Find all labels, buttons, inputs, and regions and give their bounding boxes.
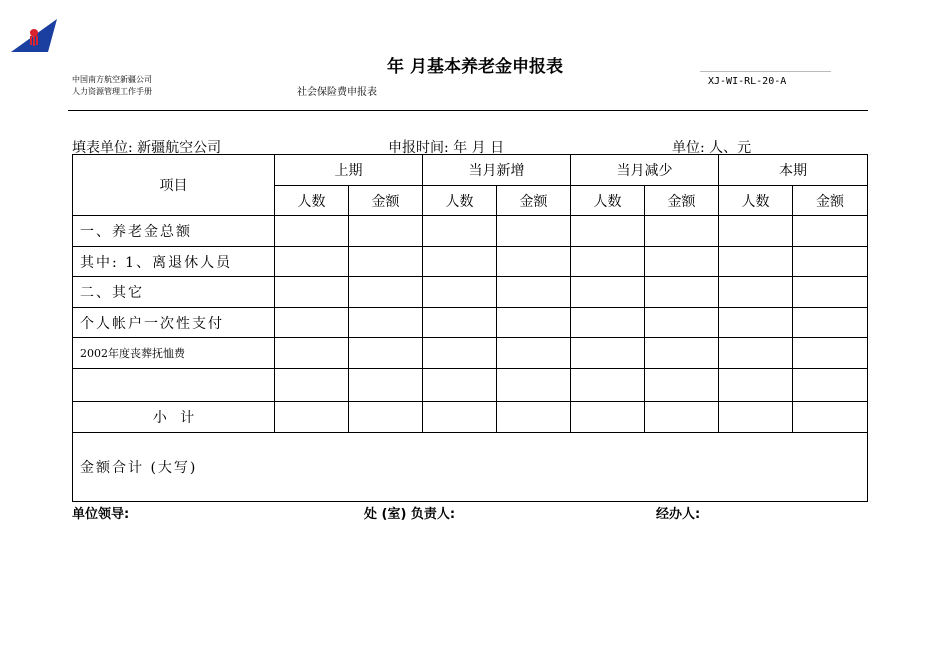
- cell[interactable]: [571, 338, 645, 369]
- cell[interactable]: [423, 216, 497, 247]
- cell[interactable]: [793, 402, 868, 433]
- cell[interactable]: [423, 308, 497, 338]
- filing-time: 申报时间: 年 月 日: [388, 140, 505, 156]
- sub-header: 人数: [571, 186, 645, 216]
- subtotal-row: [73, 402, 868, 433]
- cell[interactable]: [571, 402, 645, 433]
- cell[interactable]: [645, 402, 719, 433]
- cell[interactable]: [275, 308, 349, 338]
- cell[interactable]: [349, 216, 423, 247]
- row-label: 个人帐户一次性支付: [73, 308, 275, 338]
- cell[interactable]: [645, 277, 719, 308]
- item-header: 项目: [73, 155, 275, 216]
- cell[interactable]: [423, 277, 497, 308]
- cell[interactable]: [349, 308, 423, 338]
- measurement-units: 单位: 人、元: [672, 140, 752, 156]
- cell[interactable]: [423, 338, 497, 369]
- company-info: [72, 74, 152, 98]
- cell[interactable]: [571, 308, 645, 338]
- table-row: [73, 308, 868, 338]
- sub-header: 人数: [719, 186, 793, 216]
- cell[interactable]: [793, 369, 868, 402]
- cell[interactable]: [793, 277, 868, 308]
- sub-header: 人数: [423, 186, 497, 216]
- cell[interactable]: [497, 369, 571, 402]
- filing-unit: 填表单位: 新疆航空公司: [72, 140, 222, 156]
- cell[interactable]: [719, 338, 793, 369]
- subform-title: 社会保险费申报表: [297, 87, 377, 98]
- cell[interactable]: [275, 216, 349, 247]
- row-label: 2002年度丧葬抚恤费: [73, 338, 275, 369]
- cell[interactable]: [793, 216, 868, 247]
- cell[interactable]: [719, 277, 793, 308]
- cell[interactable]: [275, 369, 349, 402]
- table-row: [73, 338, 868, 369]
- cell[interactable]: [645, 369, 719, 402]
- cell[interactable]: [349, 338, 423, 369]
- sub-header: 金额: [497, 186, 571, 216]
- cell[interactable]: [349, 277, 423, 308]
- cell[interactable]: [275, 247, 349, 277]
- cell[interactable]: [571, 247, 645, 277]
- cell[interactable]: [423, 369, 497, 402]
- row-label: 二、其它: [73, 277, 275, 308]
- cell[interactable]: [793, 308, 868, 338]
- group-current: 本期: [719, 155, 868, 186]
- group-previous: 上期: [275, 155, 423, 186]
- doc-number: XJ-WI-RL-20-A: [708, 76, 787, 87]
- table-row: [73, 369, 868, 402]
- department-head-signature: 处 (室) 负责人:: [364, 507, 456, 522]
- cell[interactable]: [423, 247, 497, 277]
- cell[interactable]: [497, 216, 571, 247]
- group-reduced: 当月减少: [571, 155, 719, 186]
- table-row: [73, 216, 868, 247]
- cell[interactable]: [571, 216, 645, 247]
- cell[interactable]: [645, 216, 719, 247]
- cell[interactable]: [349, 369, 423, 402]
- sub-header: 金额: [349, 186, 423, 216]
- cell[interactable]: [571, 277, 645, 308]
- cell[interactable]: [497, 247, 571, 277]
- cell[interactable]: [793, 247, 868, 277]
- cell[interactable]: [719, 308, 793, 338]
- cell[interactable]: [275, 338, 349, 369]
- cell[interactable]: [719, 247, 793, 277]
- cell[interactable]: [719, 216, 793, 247]
- cell[interactable]: [497, 338, 571, 369]
- cell[interactable]: [497, 402, 571, 433]
- china-southern-airlines-logo: [10, 18, 58, 54]
- cell[interactable]: [571, 369, 645, 402]
- cell[interactable]: [719, 369, 793, 402]
- form-title: 年 月基本养老金申报表: [387, 57, 563, 77]
- cell[interactable]: [793, 338, 868, 369]
- sub-header: 金额: [645, 186, 719, 216]
- manual-name: 人力资源管理工作手册: [72, 87, 152, 96]
- cell[interactable]: [497, 277, 571, 308]
- sub-header: 金额: [793, 186, 868, 216]
- handler-signature: 经办人:: [656, 507, 701, 522]
- total-amount-in-words[interactable]: 金额合计 (大写): [73, 433, 868, 502]
- cell[interactable]: [275, 402, 349, 433]
- table-row: [73, 247, 868, 277]
- pension-table: [72, 154, 868, 502]
- leader-signature: 单位领导:: [72, 507, 130, 522]
- row-label: 其中: 1、离退休人员: [73, 247, 275, 277]
- header-divider: [68, 110, 868, 111]
- cell[interactable]: [349, 247, 423, 277]
- cell[interactable]: [349, 402, 423, 433]
- total-row: [73, 433, 868, 502]
- cell[interactable]: [645, 247, 719, 277]
- header-row-groups: [73, 155, 868, 186]
- doc-number-rule: [700, 71, 831, 72]
- sub-header: 人数: [275, 186, 349, 216]
- cell[interactable]: [275, 277, 349, 308]
- cell[interactable]: [645, 338, 719, 369]
- row-label: [73, 369, 275, 402]
- cell[interactable]: [497, 308, 571, 338]
- row-label: 一、养老金总额: [73, 216, 275, 247]
- group-added: 当月新增: [423, 155, 571, 186]
- subtotal-label: 小 计: [73, 402, 275, 433]
- cell[interactable]: [423, 402, 497, 433]
- table-row: [73, 277, 868, 308]
- cell[interactable]: [719, 402, 793, 433]
- cell[interactable]: [645, 308, 719, 338]
- company-name: 中国南方航空新疆公司: [72, 75, 152, 84]
